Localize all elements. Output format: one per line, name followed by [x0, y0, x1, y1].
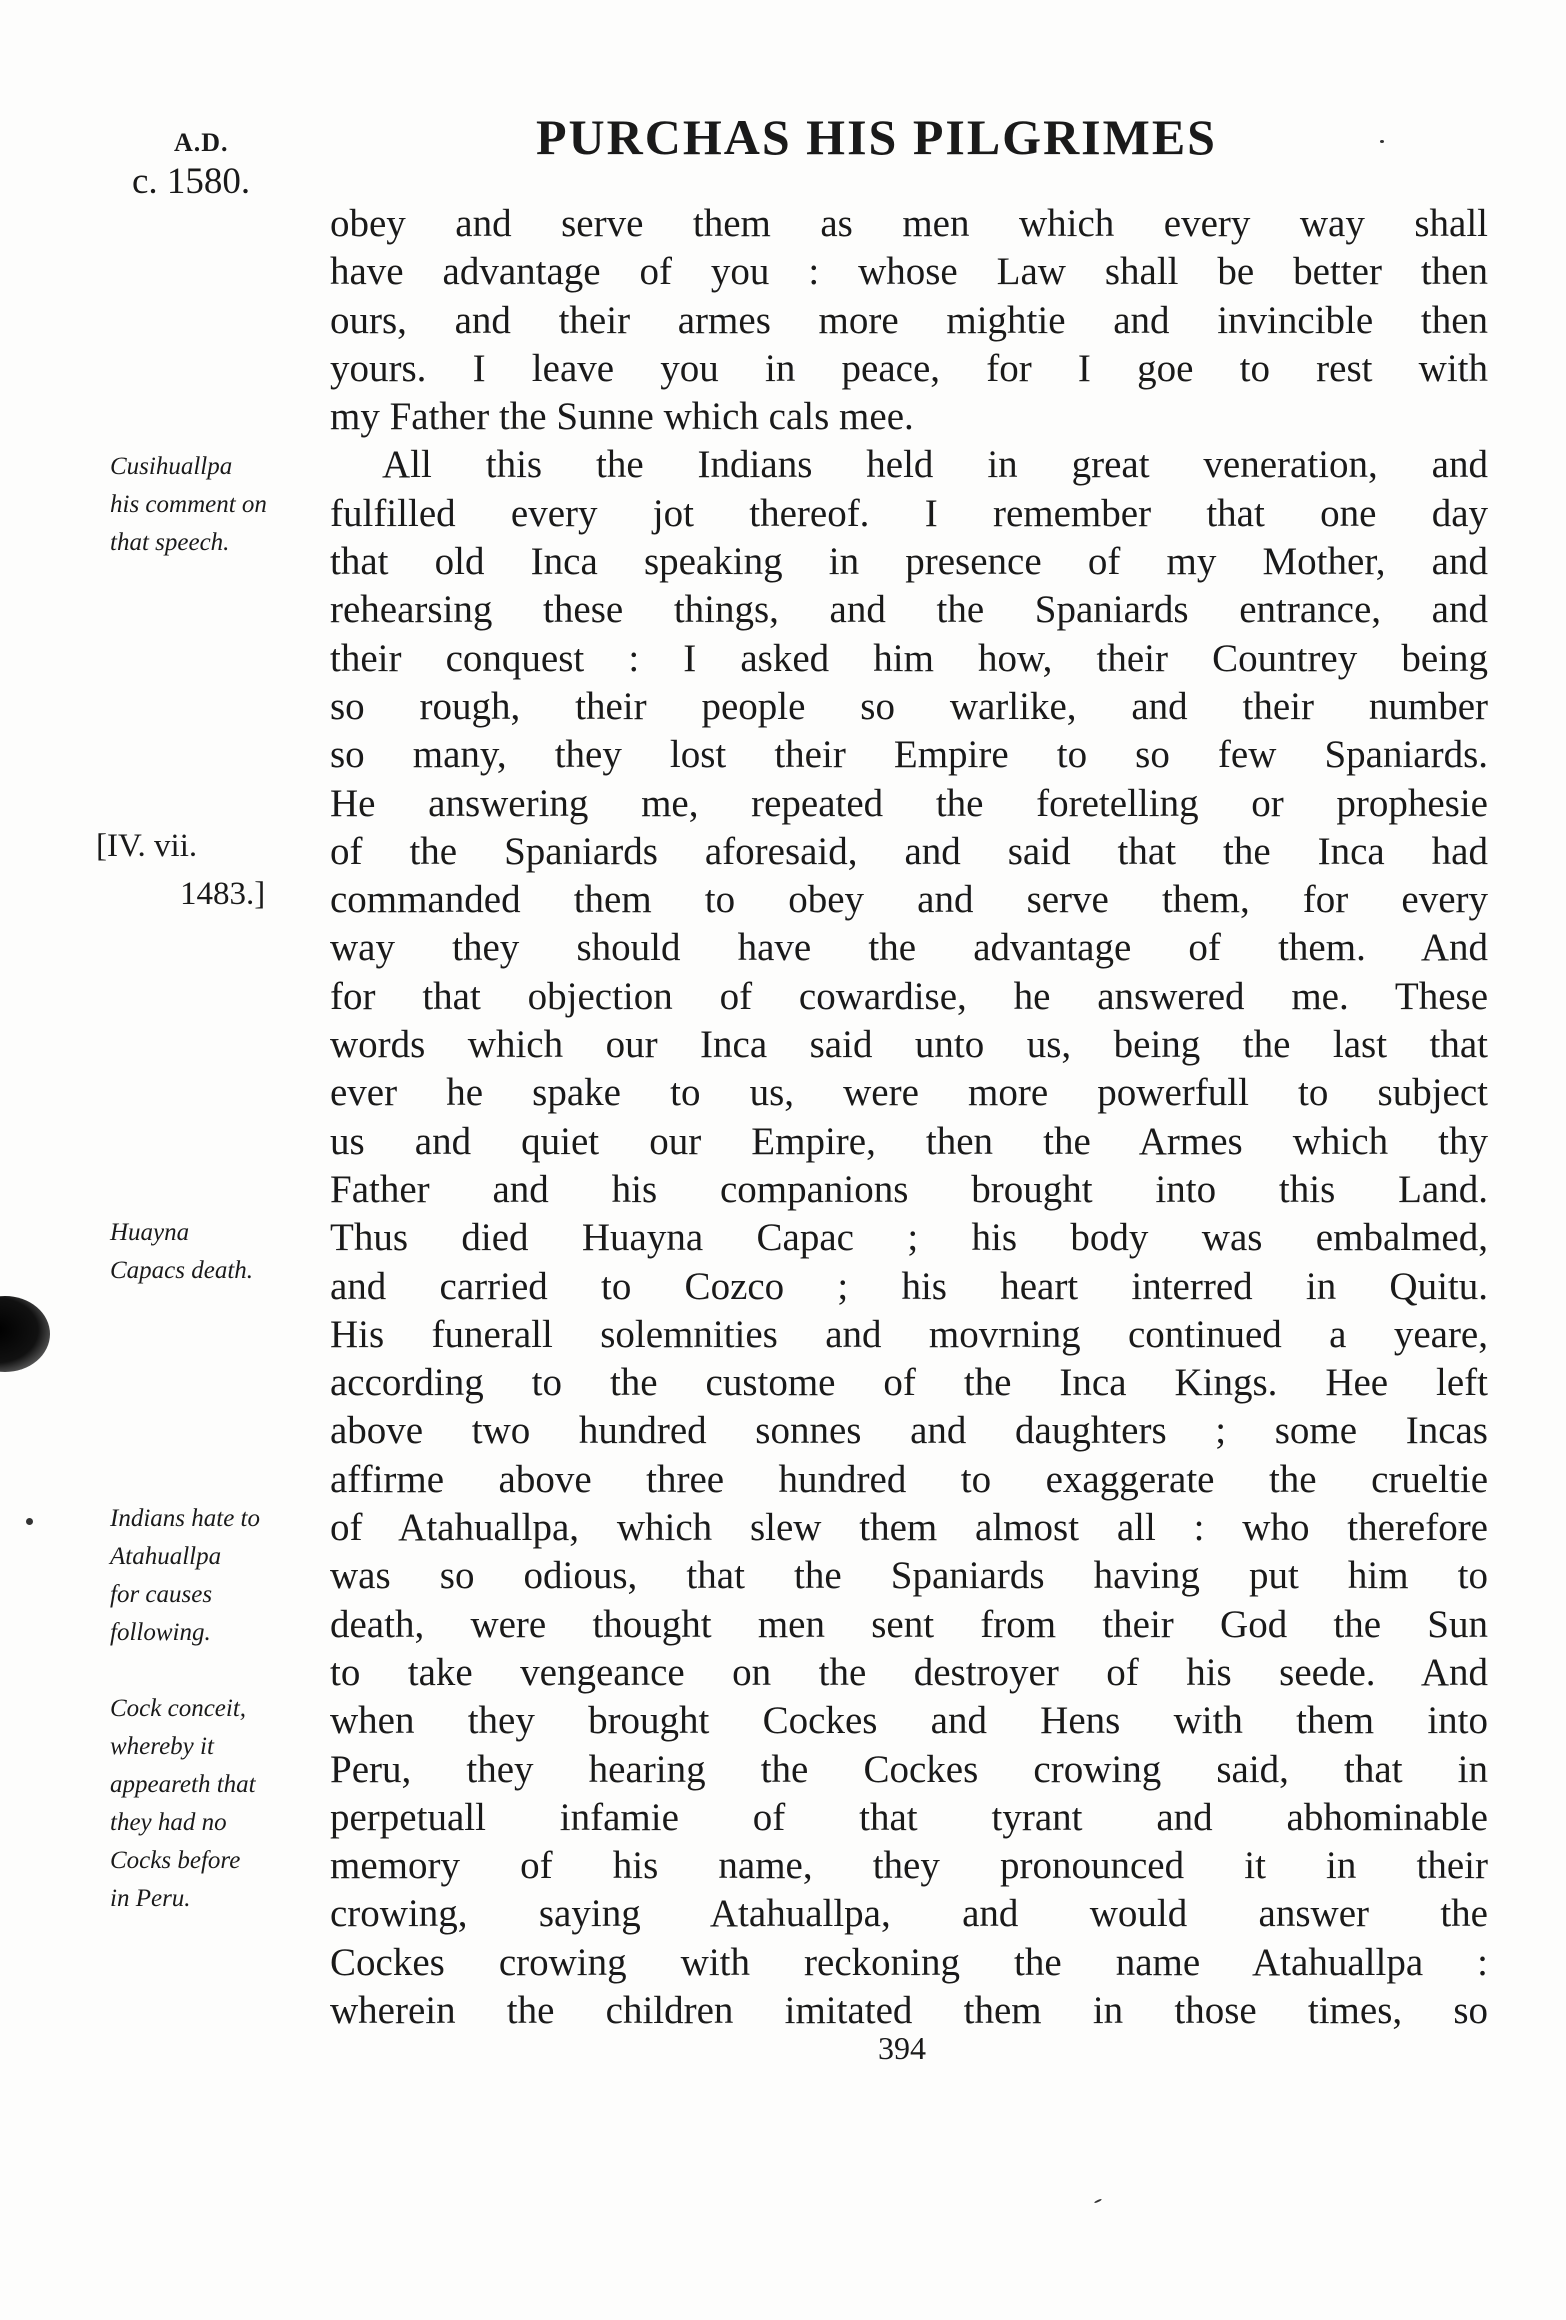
text-line: Peru, they hearing the Cockes crowing said, that in: [330, 1747, 1488, 1791]
text-line: so rough, their people so warlike, and their number: [330, 684, 1488, 728]
ink-speck: [1094, 2198, 1102, 2203]
folio-ref-line1: [IV. vii.: [96, 828, 198, 864]
text-line: commanded them to obey and serve them, for every: [330, 878, 1488, 922]
running-head: PURCHAS HIS PILGRIMES: [536, 109, 1217, 165]
margin-note-cusihuallpa: [110, 448, 267, 562]
text-line: death, were thought men sent from their God the Sun: [330, 1602, 1488, 1646]
text-line: His funerall solemnities and movrning continued a yeare,: [330, 1312, 1488, 1356]
margin-note-line: his comment on: [110, 491, 267, 518]
text-line: He answering me, repeated the foretelling or prophesie: [330, 781, 1488, 825]
text-line: us and quiet our Empire, then the Armes which thy: [330, 1119, 1488, 1163]
text-line: so many, they lost their Empire to so few Spaniards.: [330, 733, 1488, 777]
margin-note-line: Cocks before: [110, 1847, 241, 1874]
text-line: of the Spaniards aforesaid, and said that the Inca had: [330, 829, 1488, 873]
date-label: c. 1580.: [132, 161, 251, 202]
margin-note-line: that speech.: [110, 529, 230, 556]
text-line: that old Inca speaking in presence of my Mother, and: [330, 540, 1488, 584]
margin-note-cock-conceit: [110, 1690, 256, 1918]
margin-note-line: Indians hate to: [110, 1505, 260, 1532]
text-line: Thus died Huayna Capac ; his body was embalmed,: [330, 1216, 1488, 1260]
margin-note-line: appeareth that: [110, 1771, 256, 1798]
text-line: crowing, saying Atahuallpa, and would answer the: [330, 1892, 1488, 1936]
text-line: way they should have the advantage of them. And: [330, 926, 1488, 970]
text-line: ours, and their armes more mightie and invincible then: [330, 298, 1488, 342]
text-line: and carried to Cozco ; his heart interred in Quitu.: [330, 1264, 1488, 1308]
margin-note-line: Atahuallpa: [110, 1543, 222, 1570]
margin-note-line: Capacs death.: [110, 1257, 254, 1284]
ink-speck: [26, 1518, 33, 1525]
text-line: memory of his name, they pronounced it in their: [330, 1844, 1488, 1888]
text-line: fulfilled every jot thereof. I remember that one day: [330, 491, 1488, 535]
margin-note-line: following.: [110, 1619, 211, 1646]
text-line: wherein the children imitated them in those times, so: [330, 1988, 1488, 2032]
page-number: 394: [878, 2030, 926, 2066]
text-line: Cockes crowing with reckoning the name Atahuallpa :: [330, 1940, 1488, 1984]
text-line: Father and his companions brought into this Land.: [330, 1167, 1488, 1211]
text-line: above two hundred sonnes and daughters ; some Incas: [330, 1409, 1488, 1453]
text-line: their conquest : I asked him how, their Countrey being: [330, 636, 1488, 680]
text-line: have advantage of you : whose Law shall be better then: [330, 250, 1488, 294]
era-label: A.D.: [174, 128, 229, 157]
folio-ref-line2: 1483.]: [180, 876, 266, 912]
text-line: when they brought Cockes and Hens with them into: [330, 1699, 1488, 1743]
margin-note-line: for causes: [110, 1581, 213, 1608]
text-line: yours. I leave you in peace, for I goe to rest with: [330, 346, 1488, 390]
text-line: rehearsing these things, and the Spaniards entrance, and: [330, 588, 1488, 632]
body-text: [330, 200, 1488, 2035]
ink-blot: [0, 1296, 50, 1372]
margin-note-line: Huayna: [110, 1219, 190, 1246]
text-line: All this the Indians held in great veneration, and: [382, 443, 1488, 487]
margin-note-line: Cock conceit,: [110, 1695, 247, 1722]
text-line: my Father the Sunne which cals mee.: [330, 395, 914, 439]
margin-note-indians-hate: [110, 1500, 260, 1652]
margin-note-line: Cusihuallpa: [110, 453, 233, 480]
text-line: for that objection of cowardise, he answered me. These: [330, 974, 1488, 1018]
text-line: ever he spake to us, were more powerfull to subject: [330, 1071, 1488, 1115]
margin-note-huayna: [110, 1214, 253, 1290]
ink-speck: [1380, 140, 1384, 143]
text-line: to take vengeance on the destroyer of his seede. And: [330, 1650, 1488, 1694]
text-line: words which our Inca said unto us, being the last that: [330, 1023, 1488, 1067]
text-line: of Atahuallpa, which slew them almost all : who therefore: [330, 1506, 1488, 1550]
text-line: according to the custome of the Inca Kings. Hee left: [330, 1361, 1488, 1405]
text-line: obey and serve them as men which every way shall: [330, 202, 1488, 245]
text-line: was so odious, that the Spaniards having put him to: [330, 1554, 1488, 1598]
text-line: affirme above three hundred to exaggerate the crueltie: [330, 1457, 1488, 1501]
margin-note-line: whereby it: [110, 1733, 214, 1760]
margin-note-line: in Peru.: [110, 1885, 191, 1912]
margin-note-line: they had no: [110, 1809, 227, 1836]
text-line: perpetuall infamie of that tyrant and abhominable: [330, 1795, 1488, 1839]
